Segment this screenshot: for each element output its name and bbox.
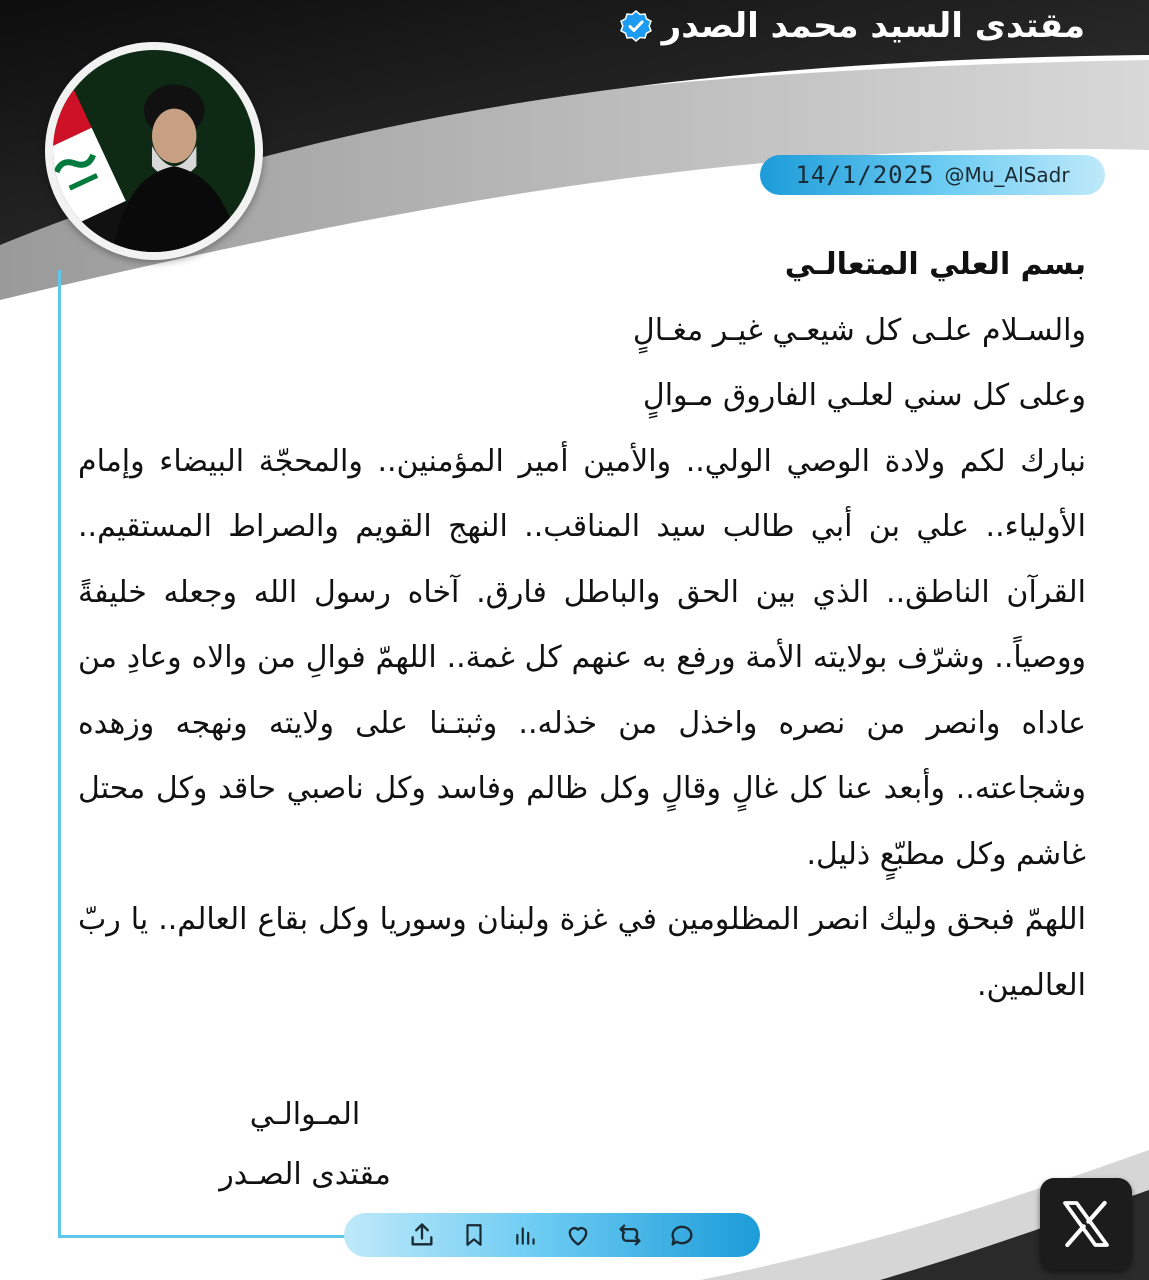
bookmark-button[interactable] [459, 1220, 489, 1250]
reply-button[interactable] [667, 1220, 697, 1250]
retweet-icon [615, 1221, 645, 1249]
share-icon [408, 1221, 436, 1249]
post-paragraph-1: نبارك لكم ولادة الوصي الولي.. والأمين أمير المؤمنين.. والمحجّة البيضاء وإمام الأولياء.. علي بن أبي طالب سيد المناقب.. النهج القويم والصراط المستقيم.. القرآن الناطق.. الذي بين الحق والباطل فارق. آخاه رسول الله وجعله خليفةً ووصياً.. وشرّف بولايته الأمة ورفع به عنهم كل غمة.. اللهمّ فوالِ من والاه وعادِ من عاداه وانصر من نصره واخذل من خذله.. وثبتـنا على ولايته ونهجه وزهده وشجاعته.. وأبعد عنا كل غالٍ وقالٍ وكل ظالم وفاسد وكل ناصبي حاقد وكل محتل غاشم وكل مطبّعٍ ذليل. [78, 443, 1086, 872]
signature [190, 1085, 420, 1205]
post-paragraph-2: اللهمّ فبحق وليك انصر المظلومين في غزة ولبنان وسوريا وكل بقاع العالم.. يا ربّ العالمين. [78, 902, 1086, 1003]
like-icon [564, 1221, 592, 1249]
x-logo-icon [1058, 1196, 1114, 1252]
like-button[interactable] [563, 1220, 593, 1250]
post-meta-pill [760, 155, 1105, 195]
account-header [620, 6, 1085, 46]
views-button[interactable] [511, 1220, 541, 1250]
post-date: 14/1/2025 [795, 161, 935, 189]
frame-line-horizontal [58, 1235, 348, 1238]
account-name: مقتدى السيد محمد الصدر [661, 6, 1085, 46]
account-handle[interactable]: @Mu_AlSadr [944, 163, 1070, 187]
post-body [78, 232, 1086, 1018]
frame-line-vertical [58, 270, 61, 1238]
profile-avatar[interactable] [45, 42, 263, 260]
signature-line-2: مقتدى الصـدر [219, 1157, 391, 1192]
views-icon [513, 1221, 539, 1249]
share-button[interactable] [407, 1220, 437, 1250]
x-logo-tile [1040, 1178, 1132, 1270]
reply-icon [668, 1221, 696, 1249]
post-verse-line-2: وعلى كل سني لعلـي الفاروق مـوالٍ [642, 378, 1086, 413]
bookmark-icon [461, 1221, 487, 1249]
avatar-photo [53, 50, 255, 252]
retweet-button[interactable] [615, 1220, 645, 1250]
verified-badge-icon [620, 10, 652, 42]
post-title: بسم العلي المتعالـي [784, 247, 1086, 282]
post-action-bar [344, 1213, 760, 1257]
post-verse-line-1: والسـلام علـى كل شيعـي غيـر مغـالٍ [632, 312, 1086, 348]
signature-line-1: المـوالـي [249, 1097, 361, 1132]
